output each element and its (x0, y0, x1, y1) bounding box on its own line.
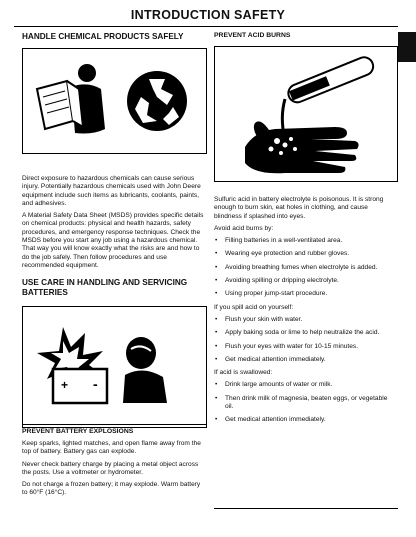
list-item: • Avoiding spilling or dripping electrolyte. (214, 277, 396, 285)
spill-list (214, 316, 396, 364)
right-column (214, 32, 396, 430)
list-item: • Wearing eye protection and rubber gloves. (214, 250, 396, 258)
acid-paragraph: Sulfuric acid in battery electrolyte is poisonous. It is strong enough to burn skin, eat holes in clothing, and cause blindness if splashed into eyes. (214, 196, 384, 220)
explosion-paragraph-2: Never check battery charge by placing a metal object across the posts. Use a voltmeter or hydrometer. (22, 460, 199, 476)
acid-dripping-on-hand-icon (215, 47, 397, 181)
chemical-products-heading: HANDLE CHEMICAL PRODUCTS SAFELY (22, 32, 184, 41)
explosion-paragraph-3: Do not charge a frozen battery; it may explode. Warm battery to 60°F (16°C). (22, 481, 201, 497)
title-divider (14, 26, 398, 27)
prevent-explosions-heading: PREVENT BATTERY EXPLOSIONS (22, 428, 134, 435)
spill-label: If you spill acid on yourself: (214, 303, 294, 311)
section-tab-marker (398, 32, 416, 62)
section-divider (22, 424, 207, 425)
left-column (22, 32, 207, 428)
list-item: • Using proper jump-start procedure. (214, 290, 396, 298)
page-title: INTRODUCTION SAFETY (130, 8, 286, 22)
list-item: • Get medical attention immediately. (214, 416, 396, 424)
acid-burn-illustration (214, 46, 398, 182)
swallow-label: If acid is swallowed: (214, 369, 273, 377)
list-item: • Avoiding breathing fumes when electrolyte is added. (214, 264, 396, 272)
list-item: • Then drink milk of magnesia, beaten eggs, or vegetable oil. (214, 395, 396, 412)
list-item: • Flush your skin with water. (214, 316, 396, 324)
battery-explosion-icon (23, 307, 206, 427)
battery-handling-heading: USE CARE IN HANDLING AND SERVICING BATTERIES (22, 278, 188, 298)
list-item: • Filling batteries in a well-ventilated area. (214, 237, 396, 245)
list-item: • Drink large amounts of water or milk. (214, 381, 396, 389)
avoid-burns-list (214, 237, 396, 298)
avoid-burns-label: Avoid acid burns by: (214, 224, 274, 232)
battery-spark-illustration (22, 306, 207, 428)
list-item: • Apply baking soda or lime to help neutralize the acid. (214, 329, 396, 337)
msds-illustration (22, 48, 207, 154)
person-reading-msds-icon (23, 49, 206, 153)
bottom-divider (214, 508, 398, 509)
chemical-paragraph-2: A Material Safety Data Sheet (MSDS) provides specific details on chemical products: physical and health hazards, safety procedures, and emergency response techniques. Check the MSDS before you start any job using a hazardous chemical. That way you will know exactly what the risks are and how to do the job safely. Then follow procedures and use recommended equipment. (22, 212, 204, 269)
list-item: • Get medical attention immediately. (214, 356, 396, 364)
swallow-list (214, 381, 396, 424)
chemical-paragraph-1: Direct exposure to hazardous chemicals can cause serious injury. Potentially hazardous chemicals used with John Deere equipment include such items as lubricants, coolants, paints, and adhesives. (22, 175, 201, 207)
prevent-acid-burns-heading: PREVENT ACID BURNS (214, 32, 291, 39)
list-item: • Flush your eyes with water for 10-15 minutes. (214, 343, 396, 351)
explosion-paragraph-1: Keep sparks, lighted matches, and open flame away from the top of battery. Battery gas can explode. (22, 440, 201, 456)
svg-text:-: - (93, 376, 98, 393)
svg-text:+: + (61, 378, 69, 393)
battery-explosions-section (22, 428, 207, 502)
